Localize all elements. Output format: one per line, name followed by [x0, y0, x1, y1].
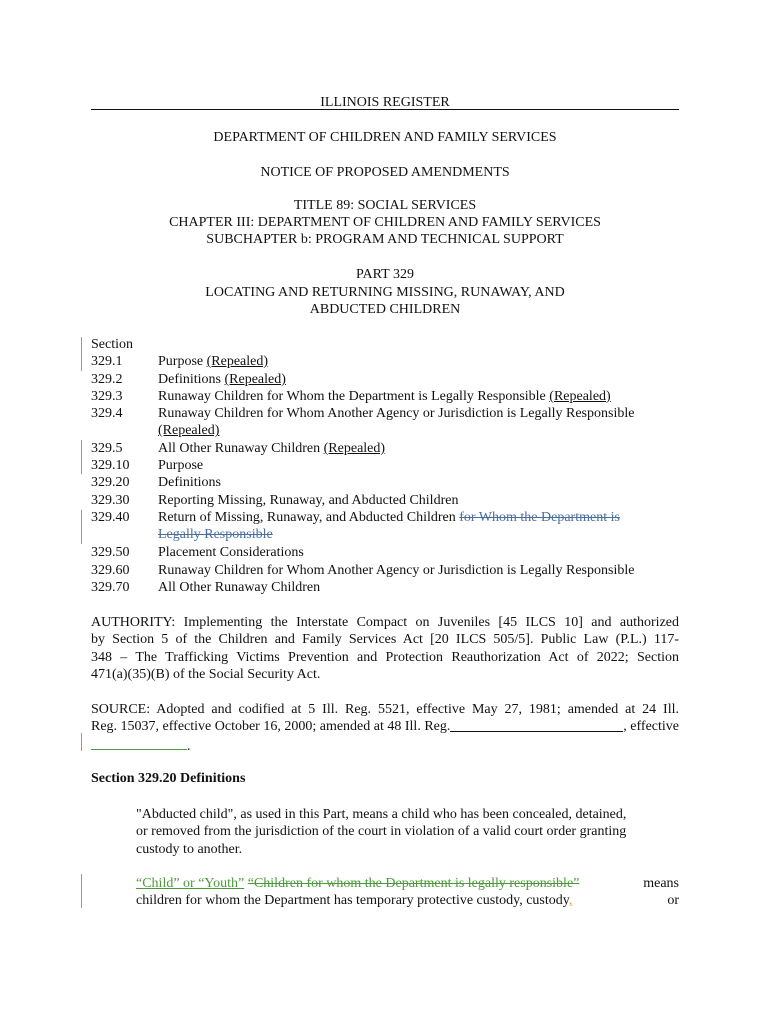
toc-heading: Section	[91, 337, 133, 352]
toc-number: 329.5	[91, 441, 123, 456]
toc-struck-text: Legally Responsible	[158, 527, 273, 543]
toc-number: 329.70	[91, 580, 130, 595]
toc-number: 329.4	[91, 406, 123, 421]
revision-bar	[81, 733, 82, 751]
toc-title: Runaway Children for Whom the Department is Legally Responsible	[158, 389, 546, 404]
part-line: PART 329	[356, 267, 414, 282]
toc-number: 329.10	[91, 458, 130, 473]
toc-title: Definitions	[158, 372, 221, 387]
deleted-text: “Children for whom the Department is legally responsible”	[247, 876, 580, 891]
toc-title: Purpose	[158, 354, 204, 369]
toc-number: 329.60	[91, 563, 130, 578]
inserted-text: “Child” or “Youth”	[136, 876, 245, 891]
revision-bar	[81, 337, 82, 371]
notice-title: NOTICE OF PROPOSED AMENDMENTS	[260, 165, 510, 180]
chapter-line: CHAPTER III: DEPARTMENT OF CHILDREN AND FAMILY SERVICES	[169, 215, 601, 230]
department-title: DEPARTMENT OF CHILDREN AND FAMILY SERVICES	[213, 130, 557, 145]
revision-bar	[81, 874, 82, 908]
toc-title: Placement Considerations	[158, 545, 304, 560]
source-paragraph: SOURCE: Adopted and codified at 5 Ill. Reg. 5521, effective May 27, 1981; amended at 24 Ill. Reg. 15037, effective October 16, 2000; amended at 48 Ill. Reg. , effective .	[91, 702, 679, 754]
toc-repealed: (Repealed)	[158, 423, 220, 439]
toc-number: 329.30	[91, 493, 130, 508]
part-title-line-2: ABDUCTED CHILDREN	[309, 302, 461, 317]
toc-title: Definitions	[158, 475, 221, 490]
register-number-blank	[450, 718, 623, 732]
toc-number: 329.2	[91, 372, 123, 387]
toc-repealed: (Repealed)	[206, 354, 269, 369]
section-heading: Section 329.20 Definitions	[91, 771, 246, 786]
toc-title: Return of Missing, Runaway, and Abducted Children	[158, 510, 456, 525]
toc-title: Reporting Missing, Runaway, and Abducted Children	[158, 493, 459, 508]
toc-struck-text: for Whom the Department is	[459, 510, 620, 525]
toc-repealed: (Repealed)	[224, 372, 286, 387]
part-title-line-1: LOCATING AND RETURNING MISSING, RUNAWAY, AND	[205, 285, 565, 300]
subchapter-line: SUBCHAPTER b: PROGRAM AND TECHNICAL SUPPORT	[206, 232, 564, 247]
toc-repealed: (Repealed)	[323, 441, 386, 456]
header-rule	[91, 109, 679, 110]
toc-title: Runaway Children for Whom Another Agency or Jurisdiction is Legally Responsible	[158, 563, 635, 578]
revision-bar	[81, 440, 82, 474]
child-definition: “Child” or “Youth” “Children for whom the Department is legally responsible” means children for whom the Department has temporary protective custody, custody, or	[136, 876, 679, 909]
toc-number: 329.40	[91, 510, 130, 525]
register-title: ILLINOIS REGISTER	[320, 95, 450, 110]
toc-number: 329.50	[91, 545, 130, 560]
toc-title: Runaway Children for Whom Another Agency or Jurisdiction is Legally Responsible	[158, 406, 635, 421]
authority-paragraph: AUTHORITY: Implementing the Interstate Compact on Juveniles [45 ILCS 10] and authorized by Section 5 of the Children and Family Services Act [20 ILCS 505/5]. Public Law (P.L.) 117- 348 – The Trafficking Victims Prevention and Protection Reauthorization Act of 2022; Section 471(a)(35)(B) of the Social Security Act.	[91, 615, 679, 683]
toc-number: 329.20	[91, 475, 130, 490]
title-line: TITLE 89: SOCIAL SERVICES	[293, 198, 477, 213]
toc-title: All Other Runaway Children	[158, 441, 321, 456]
toc-title: All Other Runaway Children	[158, 580, 321, 595]
inserted-comma: ,	[568, 893, 573, 909]
toc-repealed: (Repealed)	[549, 389, 611, 404]
toc-title: Purpose	[158, 458, 204, 473]
abducted-child-definition: "Abducted child", as used in this Part, means a child who has been concealed, detained, or removed from the jurisdiction of the court in violation of a valid court order granting custody to another.	[136, 807, 627, 857]
toc-number: 329.1	[91, 354, 123, 369]
toc-number: 329.3	[91, 389, 123, 404]
effective-date-blank	[91, 736, 187, 750]
revision-bar	[81, 510, 82, 544]
